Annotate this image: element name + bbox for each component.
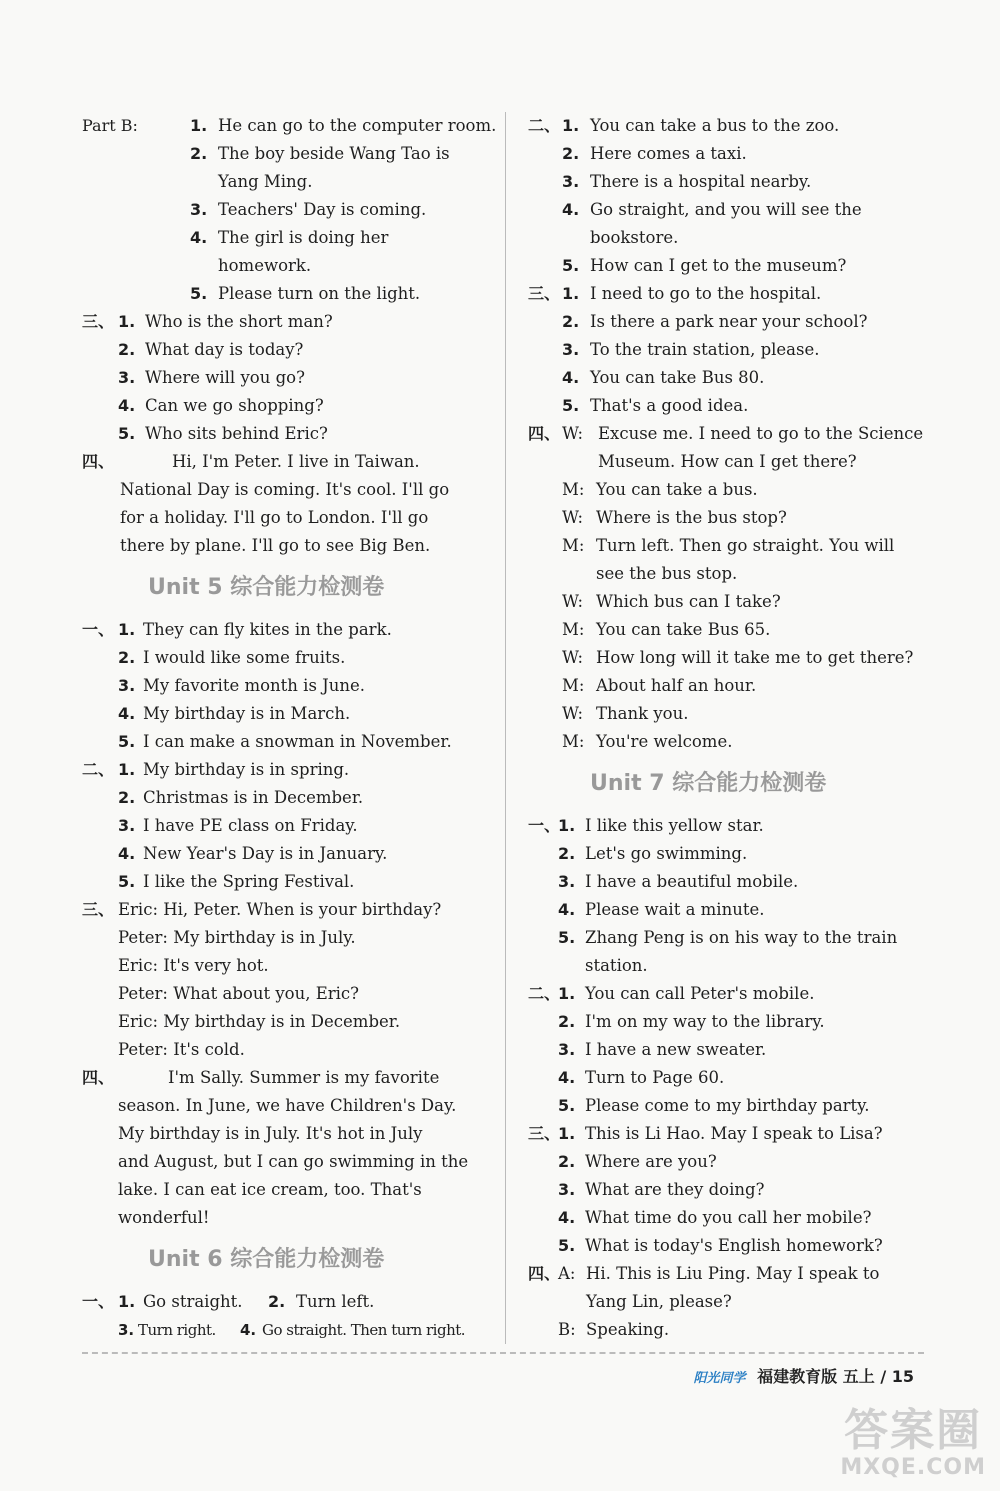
r-sec2-item-4 [528, 196, 928, 224]
item-number: 3. [558, 1180, 576, 1199]
r-sec4-turn-2 [528, 476, 928, 504]
dialog-line: Peter: It's cold. [118, 1040, 245, 1059]
item-number: 3. [118, 368, 136, 387]
u5-sec2-item-2 [82, 784, 484, 812]
item-text: I have a new sweater. [585, 1040, 767, 1059]
publisher-label: 福建教育版 [757, 1367, 838, 1386]
dialog-line: Eric: My birthday is in December. [118, 1012, 401, 1031]
item-text: Please come to my birthday party. [585, 1096, 870, 1115]
r-sec2-item-1 [528, 112, 928, 140]
item-number: 4. [558, 900, 576, 919]
partB-item-3 [82, 196, 484, 224]
item-text: You can take Bus 80. [590, 368, 765, 387]
item-number: 5. [562, 256, 580, 275]
item-number: 3. [118, 816, 136, 835]
item-text: The girl is doing her [218, 228, 389, 247]
u7-sec3-item-1 [528, 1120, 928, 1148]
partB-label: Part B: [82, 116, 138, 135]
u5-sec2-item-5 [82, 868, 484, 896]
item-number: 2. [118, 648, 136, 667]
item-number: 5. [558, 1236, 576, 1255]
u7-sec3-item-2 [528, 1148, 928, 1176]
r-sec2-item-5 [528, 252, 928, 280]
speaker: M: [562, 536, 585, 555]
dialog-text: Where is the bus stop? [596, 508, 787, 527]
u5-sec1-item-5 [82, 728, 484, 756]
r-sec3-item-2 [528, 308, 928, 336]
section-label: 二、 [528, 116, 561, 135]
sec3-item-1 [82, 308, 484, 336]
r-sec4-turn-8 [528, 672, 928, 700]
item-number: 2. [190, 144, 208, 163]
u5-sec3-line-4 [82, 980, 484, 1008]
item-text: Go straight. Then turn right. [262, 1321, 466, 1339]
sec4-line-1 [82, 448, 484, 476]
item-text: Please wait a minute. [585, 900, 765, 919]
item-text-cont: homework. [218, 256, 312, 275]
dialog-line: Eric: It's very hot. [118, 956, 269, 975]
watermark-title: 答案圈 [844, 1405, 983, 1456]
r-sec2-item-4-cont [528, 224, 928, 252]
dialog-text: Excuse me. I need to go to the Science [598, 424, 924, 443]
item-number: 1. [118, 760, 136, 779]
sec3-item-2 [82, 336, 484, 364]
u7-sec2-item-4 [528, 1064, 928, 1092]
speaker: M: [562, 676, 585, 695]
u7-sec2-item-2 [528, 1008, 928, 1036]
item-text: What time do you call her mobile? [585, 1208, 872, 1227]
section-label: 一、 [528, 816, 561, 835]
item-text: I need to go to the hospital. [590, 284, 822, 303]
item-text: What day is today? [145, 340, 304, 359]
item-number: 5. [118, 872, 136, 891]
sec3-item-4 [82, 392, 484, 420]
column-divider [505, 112, 506, 1344]
item-text: Turn left. [296, 1292, 375, 1311]
item-text: Let's go swimming. [585, 844, 748, 863]
dialog-text: Turn left. Then go straight. You will [596, 536, 895, 555]
item-text: Who is the short man? [145, 312, 333, 331]
sec3-item-5 [82, 420, 484, 448]
dialog-line: Peter: What about you, Eric? [118, 984, 360, 1003]
grade-label: 五上 [842, 1367, 875, 1386]
u5-sec4-line-6 [82, 1204, 484, 1232]
u7-sec2-item-5 [528, 1092, 928, 1120]
item-text: Is there a park near your school? [590, 312, 868, 331]
dialog-text: Thank you. [596, 704, 689, 723]
section-label: 四、 [528, 424, 561, 443]
item-text: The boy beside Wang Tao is [218, 144, 450, 163]
speaker: W: [562, 592, 584, 611]
item-number: 5. [118, 732, 136, 751]
section-label: 三、 [528, 284, 561, 303]
item-number: 1. [562, 116, 580, 135]
item-text: Zhang Peng is on his way to the train [585, 928, 898, 947]
item-number: 2. [558, 1012, 576, 1031]
partB-item-2 [82, 140, 484, 168]
u7-sec1-item-4 [528, 896, 928, 924]
passage-line: wonderful! [118, 1208, 210, 1227]
dialog-text: You can take Bus 65. [596, 620, 771, 639]
u5-sec4-line-1 [82, 1064, 484, 1092]
item-number: 5. [558, 928, 576, 947]
u5-sec2-item-3 [82, 812, 484, 840]
section-label: 一、 [82, 1292, 115, 1311]
dialog-text: Hi. This is Liu Ping. May I speak to [586, 1264, 880, 1283]
section-label: 三、 [528, 1124, 561, 1143]
unit6-title: Unit 6 综合能力检测卷 [148, 1247, 385, 1272]
item-text: My birthday is in March. [143, 704, 351, 723]
item-text: I have a beautiful mobile. [585, 872, 799, 891]
partB-item-1 [82, 112, 497, 140]
item-number: 5. [558, 1096, 576, 1115]
dialog-text: About half an hour. [596, 676, 757, 695]
item-number: 4. [190, 228, 208, 247]
u5-sec4-line-2 [82, 1092, 484, 1120]
u5-sec1-item-2 [82, 644, 484, 672]
item-text: I have PE class on Friday. [143, 816, 358, 835]
item-text: Where will you go? [145, 368, 305, 387]
item-number: 2. [558, 1152, 576, 1171]
r-sec4-turn-3 [528, 504, 928, 532]
item-number: 3. [118, 1321, 135, 1339]
item-number: 4. [562, 200, 580, 219]
speaker: W: [562, 704, 584, 723]
u7-sec2-item-3 [528, 1036, 928, 1064]
item-text: Teachers' Day is coming. [218, 200, 427, 219]
speaker: M: [562, 732, 585, 751]
item-text: He can go to the computer room. [218, 116, 497, 135]
section-label: 三、 [82, 900, 115, 919]
dialog-line: Eric: Hi, Peter. When is your birthday? [118, 900, 442, 919]
r-sec3-item-4 [528, 364, 928, 392]
item-text: I like the Spring Festival. [143, 872, 355, 891]
r-sec4-turn-10 [528, 728, 928, 756]
item-text: Who sits behind Eric? [145, 424, 328, 443]
partB-item-5 [82, 280, 484, 308]
u7-sec1-item-3 [528, 868, 928, 896]
u5-sec4-line-5 [82, 1176, 484, 1204]
r-sec4-turn-9 [528, 700, 928, 728]
dialog-text-cont: Yang Lin, please? [586, 1292, 732, 1311]
u5-sec2-item-4 [82, 840, 484, 868]
item-text: This is Li Hao. May I speak to Lisa? [585, 1124, 883, 1143]
r-sec4-turn-5 [528, 588, 928, 616]
u7-sec1-item-5 [528, 924, 928, 952]
item-number: 2. [558, 844, 576, 863]
r-sec3-item-3 [528, 336, 928, 364]
u7-sec1-item-2 [528, 840, 928, 868]
item-text: Turn right. [138, 1321, 216, 1339]
passage-line: Hi, I'm Peter. I live in Taiwan. [172, 452, 420, 471]
brand-logo: 阳光同学 [693, 1371, 746, 1386]
item-text: Please turn on the light. [218, 284, 421, 303]
u7-sec4-turn-2 [528, 1316, 928, 1344]
u7-sec3-item-3 [528, 1176, 928, 1204]
item-number: 2. [118, 340, 136, 359]
u5-sec1-item-1 [82, 616, 484, 644]
item-number: 4. [558, 1068, 576, 1087]
item-number: 4. [558, 1208, 576, 1227]
partB-item-2-cont [82, 168, 484, 196]
u5-sec4-line-4 [82, 1148, 484, 1176]
item-text-cont: station. [585, 956, 648, 975]
passage-line: for a holiday. I'll go to London. I'll go [120, 508, 429, 527]
r-sec2-item-3 [528, 168, 928, 196]
item-number: 1. [118, 1292, 136, 1311]
u7-sec4-turn-1-cont [528, 1288, 928, 1316]
section-label: 三、 [82, 312, 115, 331]
u5-sec1-item-3 [82, 672, 484, 700]
u7-sec2-item-1 [528, 980, 928, 1008]
item-text: Turn to Page 60. [585, 1068, 725, 1087]
item-number: 3. [558, 872, 576, 891]
passage-line: National Day is coming. It's cool. I'll go [120, 480, 450, 499]
dialog-text-cont: Museum. How can I get there? [598, 452, 857, 471]
item-number: 3. [190, 200, 208, 219]
item-text: I like this yellow star. [585, 816, 764, 835]
section-label: 四、 [82, 1068, 115, 1087]
right-column [528, 112, 928, 1344]
u7-sec4-turn-1 [528, 1260, 928, 1288]
item-number: 2. [268, 1292, 286, 1311]
item-number: 4. [562, 368, 580, 387]
partB-item-4 [82, 224, 484, 252]
dialog-text: Speaking. [586, 1320, 670, 1339]
sec4-line-3 [82, 504, 484, 532]
item-number: 1. [562, 284, 580, 303]
u7-sec3-item-5 [528, 1232, 928, 1260]
u5-sec3-line-5 [82, 1008, 484, 1036]
item-text: To the train station, please. [590, 340, 820, 359]
unit7-title: Unit 7 综合能力检测卷 [590, 771, 827, 796]
item-text: I can make a snowman in November. [143, 732, 452, 751]
speaker: W: [562, 648, 584, 667]
speaker: W: [562, 424, 584, 443]
u5-sec2-item-1 [82, 756, 484, 784]
section-label: 二、 [528, 984, 561, 1003]
u7-sec3-item-4 [528, 1204, 928, 1232]
partB-item-4-cont [82, 252, 484, 280]
item-text: You can call Peter's mobile. [585, 984, 815, 1003]
item-number: 2. [118, 788, 136, 807]
item-text: I would like some fruits. [143, 648, 346, 667]
item-number: 5. [118, 424, 136, 443]
item-text: What are they doing? [585, 1180, 765, 1199]
passage-line: lake. I can eat ice cream, too. That's [118, 1180, 422, 1199]
dialog-line: Peter: My birthday is in July. [118, 928, 356, 947]
watermark-url: MXQE.COM [840, 1455, 986, 1480]
item-text: There is a hospital nearby. [590, 172, 812, 191]
sec3-item-3 [82, 364, 484, 392]
item-text: I'm on my way to the library. [585, 1012, 825, 1031]
r-sec4-turn-6 [528, 616, 928, 644]
item-number: 3. [562, 340, 580, 359]
section-label: 四、 [82, 452, 115, 471]
u5-sec1-item-4 [82, 700, 484, 728]
left-column [82, 112, 497, 1344]
speaker: M: [562, 620, 585, 639]
passage-line: there by plane. I'll go to see Big Ben. [120, 536, 431, 555]
sec4-line-4 [82, 532, 484, 560]
item-number: 3. [558, 1040, 576, 1059]
u7-sec1-item-1 [528, 812, 928, 840]
item-text: Here comes a taxi. [590, 144, 747, 163]
item-number: 5. [562, 396, 580, 415]
item-text: What is today's English homework? [585, 1236, 883, 1255]
item-text: New Year's Day is in January. [143, 844, 388, 863]
speaker: M: [562, 480, 585, 499]
u6-sec1-row-2 [82, 1316, 484, 1344]
r-sec4-turn-4 [528, 532, 928, 560]
item-text: My birthday is in spring. [143, 760, 350, 779]
r-sec4-turn-1 [528, 420, 928, 448]
speaker: A: [558, 1264, 576, 1283]
u6-sec1-row-1 [82, 1288, 484, 1316]
item-number: 4. [240, 1321, 257, 1339]
page-footer [694, 1365, 914, 1389]
watermark [840, 1407, 986, 1481]
item-text: My favorite month is June. [143, 676, 366, 695]
item-text: Go straight. [143, 1292, 243, 1311]
item-number: 1. [118, 620, 136, 639]
r-sec4-turn-4-cont [528, 560, 928, 588]
r-sec3-item-1 [528, 280, 928, 308]
dialog-text: Which bus can I take? [596, 592, 781, 611]
item-number: 3. [562, 172, 580, 191]
section-label: 一、 [82, 620, 115, 639]
item-number: 2. [562, 144, 580, 163]
unit5-title: Unit 5 综合能力检测卷 [148, 575, 385, 600]
item-text: Christmas is in December. [143, 788, 364, 807]
item-text: You can take a bus to the zoo. [590, 116, 840, 135]
passage-line: My birthday is in July. It's hot in July [118, 1124, 423, 1143]
section-label: 四、 [528, 1264, 561, 1283]
speaker: B: [558, 1320, 576, 1339]
item-number: 4. [118, 704, 136, 723]
passage-line: season. In June, we have Children's Day. [118, 1096, 457, 1115]
r-sec4-turn-7 [528, 644, 928, 672]
dialog-text: How long will it take me to get there? [596, 648, 914, 667]
item-number: 1. [118, 312, 136, 331]
item-text: How can I get to the museum? [590, 256, 847, 275]
item-text: They can fly kites in the park. [143, 620, 392, 639]
item-number: 2. [562, 312, 580, 331]
passage-line: and August, but I can go swimming in the [118, 1152, 469, 1171]
item-text-cont: bookstore. [590, 228, 679, 247]
speaker: W: [562, 508, 584, 527]
u5-sec3-line-3 [82, 952, 484, 980]
u5-sec4-line-3 [82, 1120, 484, 1148]
sec4-line-2 [82, 476, 484, 504]
dialog-text: You're welcome. [596, 732, 733, 751]
section-label: 二、 [82, 760, 115, 779]
dialog-text: You can take a bus. [596, 480, 758, 499]
item-number: 4. [118, 844, 136, 863]
passage-line: I'm Sally. Summer is my favorite [168, 1068, 440, 1087]
u5-sec3-line-1 [82, 896, 484, 924]
footer-divider [82, 1352, 924, 1354]
u5-sec3-line-2 [82, 924, 484, 952]
item-number: 1. [558, 816, 576, 835]
item-text: Can we go shopping? [145, 396, 324, 415]
r-sec4-turn-1-cont [528, 448, 928, 476]
item-text: That's a good idea. [590, 396, 749, 415]
page-number: / 15 [880, 1367, 914, 1386]
u7-sec1-item-5-cont [528, 952, 928, 980]
item-number: 1. [190, 116, 208, 135]
dialog-text-cont: see the bus stop. [596, 564, 738, 583]
item-number: 4. [118, 396, 136, 415]
item-number: 5. [190, 284, 208, 303]
r-sec3-item-5 [528, 392, 928, 420]
item-number: 3. [118, 676, 136, 695]
item-text-cont: Yang Ming. [218, 172, 313, 191]
item-number: 1. [558, 1124, 576, 1143]
item-number: 1. [558, 984, 576, 1003]
r-sec2-item-2 [528, 140, 928, 168]
item-text: Go straight, and you will see the [590, 200, 862, 219]
u5-sec3-line-6 [82, 1036, 484, 1064]
item-text: Where are you? [585, 1152, 717, 1171]
